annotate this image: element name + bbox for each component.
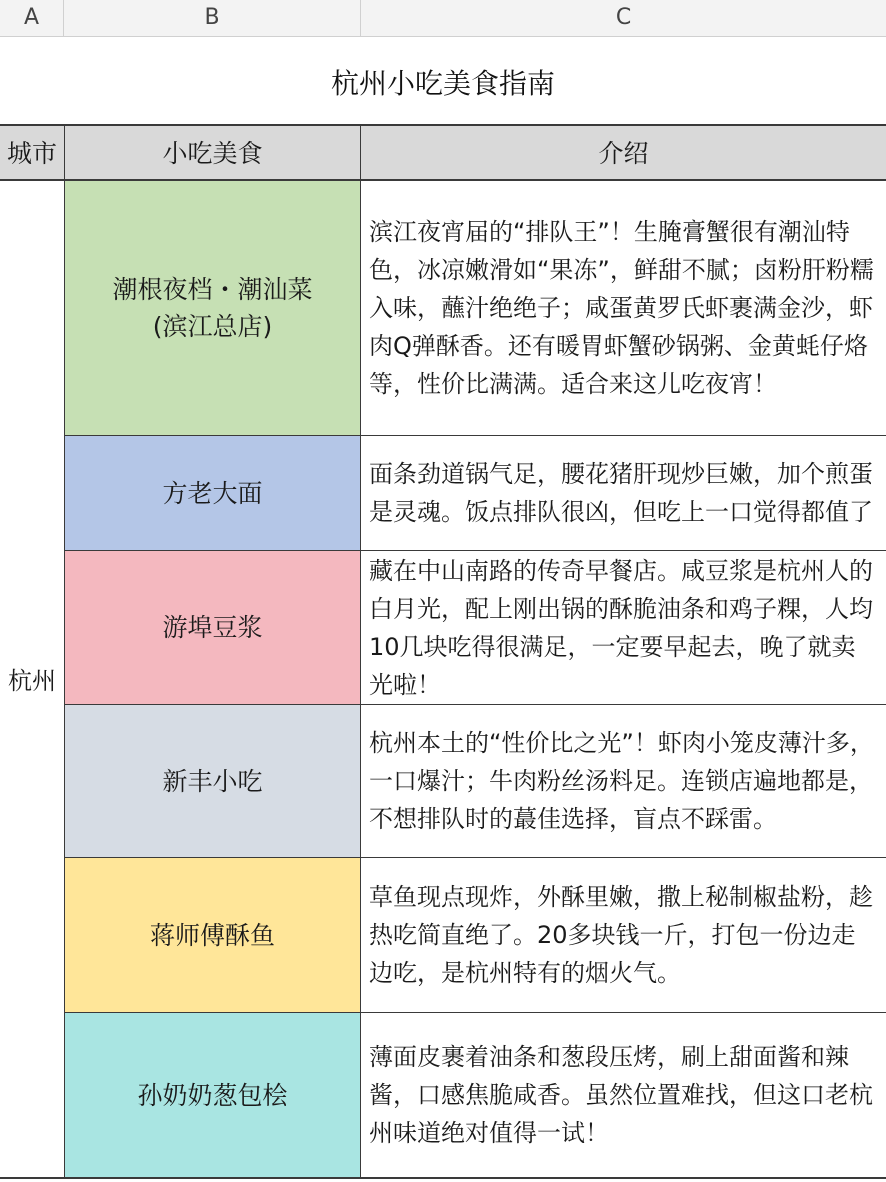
grid-line xyxy=(64,124,65,1178)
grid-line xyxy=(64,435,886,436)
header-food[interactable]: 小吃美食 xyxy=(64,125,361,179)
food-name-cell[interactable]: 蒋师傅酥鱼 xyxy=(64,858,361,1012)
food-name-cell[interactable]: 方老大面 xyxy=(64,436,361,550)
food-name-cell[interactable]: 孙奶奶葱包桧 xyxy=(64,1013,361,1177)
intro-text: 滨江夜宵届的“排队王”！生腌膏蟹很有潮汕特色，冰凉嫩滑如“果冻”，鲜甜不腻；卤粉肝粉糯入味，蘸汁绝绝子；咸蛋黄罗氏虾裹满金沙，虾肉Q弹酥香。还有暖胃虾蟹砂锅粥、金黄蚝仔烙等，性价比满满。适合来这儿吃夜宵！ xyxy=(369,217,874,398)
header-city[interactable]: 城市 xyxy=(0,125,64,179)
city-cell[interactable]: 杭州 xyxy=(8,667,56,695)
intro-cell[interactable] xyxy=(361,180,886,435)
intro-text: 草鱼现点现炸，外酥里嫩，撒上秘制椒盐粉，趁热吃简直绝了。20多块钱一斤，打包一份边走边吃，是杭州特有的烟火气。 xyxy=(369,883,873,987)
intro-cell[interactable] xyxy=(361,1013,886,1177)
grid-line xyxy=(0,1177,886,1179)
column-header-a[interactable]: A xyxy=(0,0,64,36)
column-header-bar xyxy=(0,0,886,37)
grid-line xyxy=(64,550,886,551)
intro-cell[interactable] xyxy=(361,705,886,857)
grid-line xyxy=(64,1012,886,1013)
food-name-cell[interactable]: 潮根夜档・潮汕菜 (滨江总店) xyxy=(64,180,361,435)
food-name-cell[interactable]: 新丰小吃 xyxy=(64,705,361,857)
grid-line xyxy=(64,704,886,705)
grid-line xyxy=(64,857,886,858)
intro-cell[interactable] xyxy=(361,858,886,1012)
intro-cell[interactable] xyxy=(361,436,886,550)
column-header-b[interactable]: B xyxy=(64,0,361,36)
column-header-c[interactable]: C xyxy=(615,5,632,30)
intro-cell[interactable] xyxy=(361,551,886,704)
sheet-title: 杭州小吃美食指南 xyxy=(330,67,555,100)
intro-text: 藏在中山南路的传奇早餐店。咸豆浆是杭州人的白月光，配上刚出锅的酥脆油条和鸡子粿，人均10几块吃得很满足，一定要早起去，晚了就卖光啦！ xyxy=(369,556,873,699)
grid-line xyxy=(0,179,886,181)
header-intro[interactable]: 介绍 xyxy=(361,125,886,179)
grid-line xyxy=(0,124,886,126)
intro-text: 薄面皮裹着油条和葱段压烤，刷上甜面酱和辣酱，口感焦脆咸香。虽然位置难找，但这口老杭州味道绝对值得一试！ xyxy=(369,1043,873,1147)
food-name-cell[interactable]: 游埠豆浆 xyxy=(64,551,361,704)
intro-text: 面条劲道锅气足，腰花猪肝现炒巨嫩，加个煎蛋是灵魂。饭点排队很凶，但吃上一口觉得都值了 xyxy=(369,460,873,526)
intro-text: 杭州本土的“性价比之光”！虾肉小笼皮薄汁多，一口爆汁；牛肉粉丝汤料足。连锁店遍地都是，不想排队时的蕞佳选择，盲点不踩雷。 xyxy=(369,729,874,833)
grid-line xyxy=(360,124,361,1178)
